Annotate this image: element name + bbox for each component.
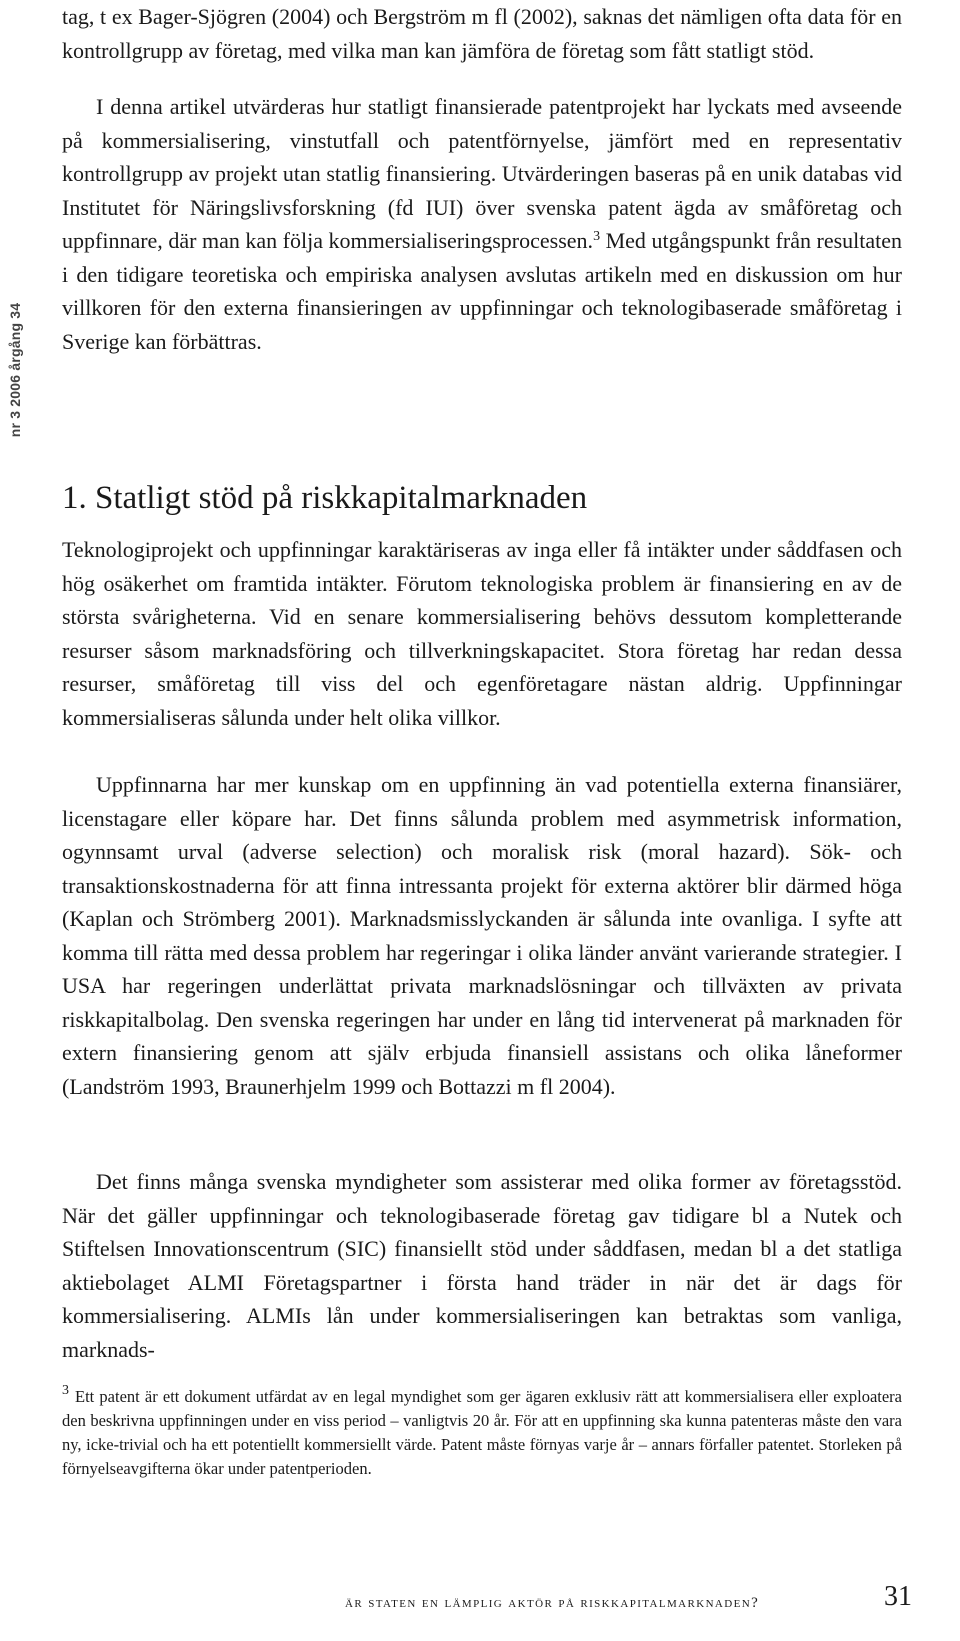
paragraph-purpose (62, 90, 902, 358)
issue-label: nr 3 2006 årgång 34 (7, 302, 23, 438)
paragraph-section-1: Teknologiprojekt och uppfinningar karaktäriseras av inga eller få intäkter under såddfasen och hög osäkerhet om framtida intäkter. Förutom teknologiska problem är finansiering en av de största svårigheterna. Vid en senare kommersialisering behövs dessutom kompletterande resurser såsom marknadsföring och tillverkningskapacitet. Stora företag har redan dessa resurser, småföretag till viss del och egenföretagare nästan aldrig. Uppfinningar kommersialiseras sålunda under helt olika villkor. (62, 537, 902, 730)
footnote-text: Ett patent är ett dokument utfärdat av en legal myndighet som ger ägaren exklusiv rätt att kommersialisera eller exploatera den beskrivna uppfinningen under en viss period – vanligtvis 20 år. För att en uppfinning ska kunna patenteras måste den vara ny, icke-trivial och ha ett potentiellt kommersiellt värde. Patent måste förnyas varje år – annars förfaller patentet. Storleken på förnyelseavgifterna ökar under patentperioden. (62, 1387, 902, 1478)
paragraph-purpose-text-b: Med utgångspunkt från resultaten i den tidigare teoretiska och empiriska analysen avslutas artikeln med en diskussion om hur villkoren för den externa finansieringen av uppfinningar och teknologibaserade småföretag i Sverige kan förbättras. (62, 228, 903, 354)
footnote-mark: 3 (62, 1383, 69, 1398)
paragraph-section-3: Det finns många svenska myndigheter som assisterar med olika former av företagsstöd. När det gäller uppfinningar och teknologibaserade företag gav tidigare bl a Nutek och Stiftelsen Innovationscentrum (SIC) finansiellt stöd under såddfasen, medan bl a det statliga aktiebolaget ALMI Företagspartner i första hand träder in när det är dags för kommersialisering. ALMIs lån under kommersialiseringen kan betraktas som vanliga, marknads- (62, 1169, 902, 1362)
footnote (62, 1385, 902, 1481)
issue-sidebar (4, 260, 26, 480)
paragraph-intro-continued: tag, t ex Bager-Sjögren (2004) och Bergström m fl (2002), saknas det nämligen ofta data för en kontrollgrupp av företag, med vilka man kan jämföra de företag som fått statligt stöd. (62, 4, 902, 63)
running-footer: är staten en lämplig aktör på riskkapitalmarknaden? (345, 1595, 760, 1611)
page-number: 31 (884, 1581, 912, 1612)
paragraph-section-2: Uppfinnarna har mer kunskap om en uppfinning än vad potentiella externa finansiärer, licenstagare eller köpare har. Det finns sålunda problem med asymmetrisk information, ogynnsamt urval (adverse selection) och moralisk risk (moral hazard). Sök- och transaktionskostnaderna för att finna intressanta projekt för externa aktörer blir därmed höga (Kaplan och Strömberg 2001). Marknadsmisslyckanden är sålunda inte ovanliga. I syfte att komma till rätta med dessa problem har regeringar i olika länder använt varierande strategier. I USA har regeringen underlättat privata marknadslösningar och tillväxten av privata riskkapitalbolag. Den svenska regeringen har under en lång tid intervenerat på marknaden för extern finansiering genom att själv erbjuda finansiell assistans och olika låneformer (Landström 1993, Braunerhjelm 1999 och Bottazzi m fl 2004). (62, 772, 902, 1099)
section-heading: 1. Statligt stöd på riskkapitalmarknaden (62, 480, 588, 516)
footnote-reference[interactable]: 3 (593, 229, 601, 244)
paragraph-purpose-text-a: I denna artikel utvärderas hur statligt finansierade patentprojekt har lyckats med avseende på kommersialisering, vinstutfall och patentförnyelse, jämfört med en representativ kontrollgrupp av projekt utan statlig finansiering. Utvärderingen baseras på en unik databas vid Institutet för Näringslivsforskning (fd IUI) över svenska patent ägda av småföretag och uppfinnare, där man kan följa kommersialiseringsprocessen. (62, 94, 902, 253)
